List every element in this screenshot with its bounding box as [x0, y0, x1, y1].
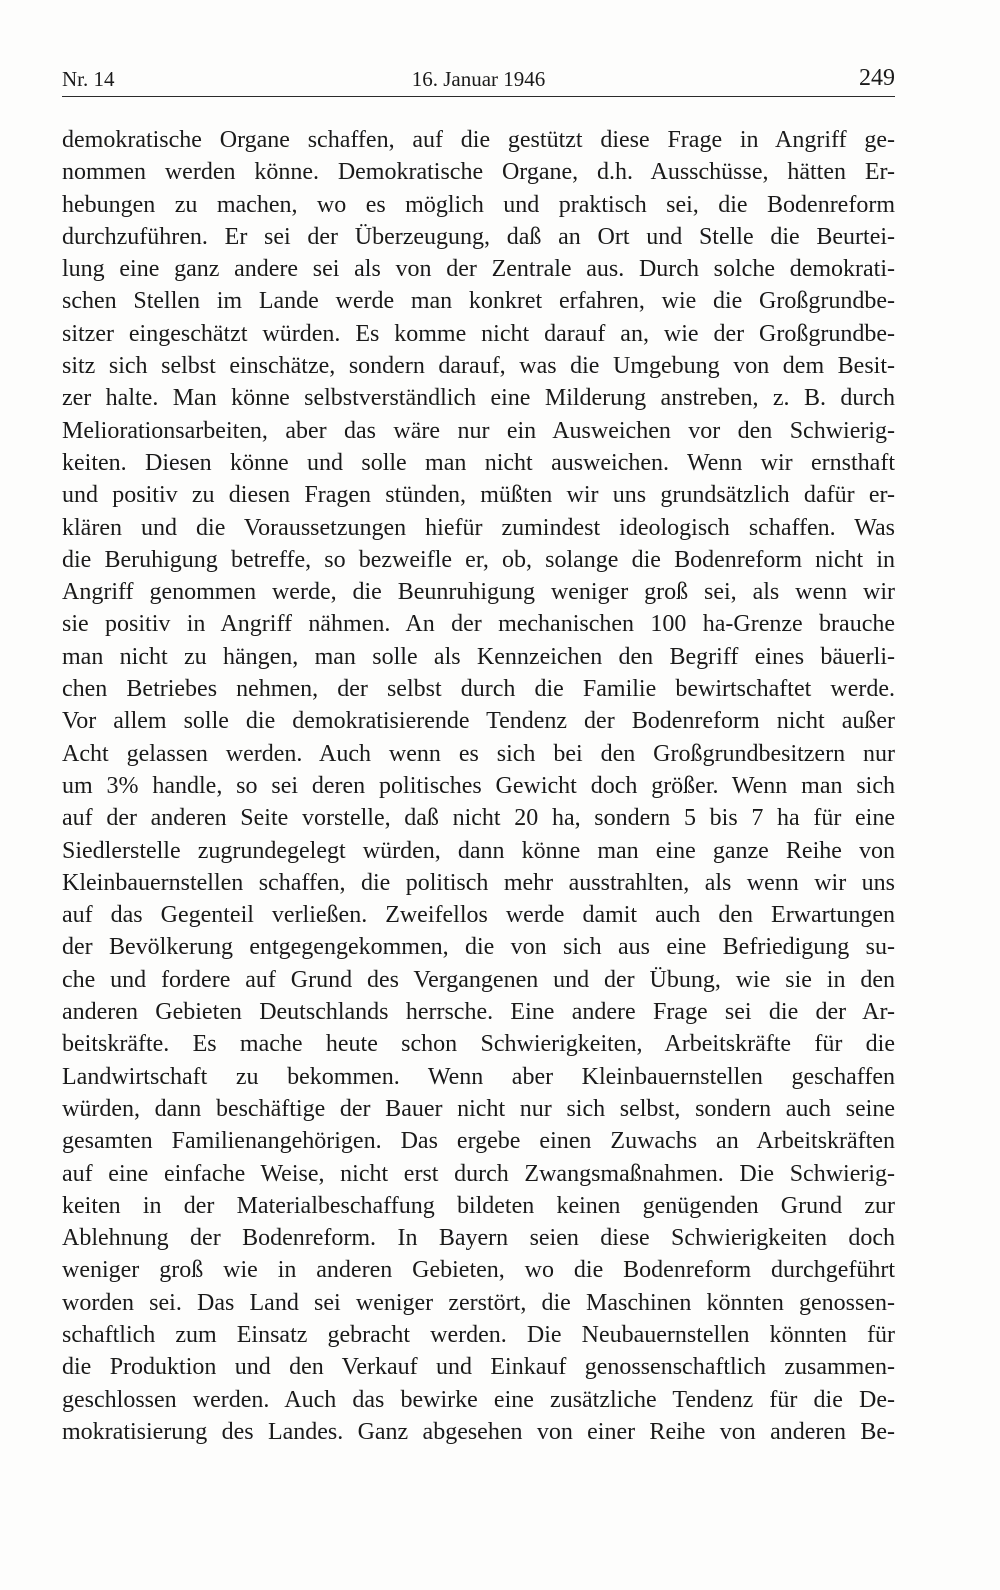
text-line: klären und die Voraussetzungen hiefür zumindest ideologisch schaffen. Was	[62, 514, 895, 541]
text-line: demokratische Organe schaffen, auf die gestützt diese Frage in Angriff ge-	[62, 127, 895, 153]
text-line: Vor allem solle die demokratisierende Tendenz der Bodenreform nicht außer	[62, 708, 895, 735]
text-line: man nicht zu hängen, man solle als Kennzeichen den Begriff eines bäuerli-	[62, 643, 895, 670]
text-line: nommen werden könne. Demokratische Organe, d.h. Ausschüsse, hätten Er-	[62, 159, 895, 186]
text-line: sitz sich selbst einschätze, sondern darauf, was die Umgebung von dem Besit-	[62, 353, 895, 380]
text-line: beitskräfte. Es mache heute schon Schwierigkeiten, Arbeitskräfte für die	[62, 1031, 895, 1058]
text-line: schen Stellen im Lande werde man konkret erfahren, wie die Großgrundbe-	[62, 288, 895, 315]
text-line: die Beruhigung betreffe, so bezweifle er, ob, solange die Bodenreform nicht in	[62, 546, 895, 573]
issue-date: 16. Januar 1946	[411, 67, 546, 91]
text-line: durchzuführen. Er sei der Überzeugung, daß an Ort und Stelle die Beurtei-	[62, 223, 895, 250]
text-line: Siedlerstelle zugrundegelegt würden, dann könne man eine ganze Reihe von	[62, 837, 895, 864]
text-line: auf eine einfache Weise, nicht erst durch Zwangsmaßnahmen. Die Schwierig-	[62, 1160, 895, 1187]
text-line: auf der anderen Seite vorstelle, daß nicht 20 ha, sondern 5 bis 7 ha für eine	[62, 805, 895, 832]
text-line: Landwirtschaft zu bekommen. Wenn aber Kleinbauernstellen geschaffen	[62, 1063, 895, 1090]
text-line: gesamten Familienangehörigen. Das ergebe einen Zuwachs an Arbeitskräften	[62, 1128, 895, 1155]
text-line: keiten in der Materialbeschaffung bildeten keinen genügenden Grund zur	[62, 1192, 895, 1219]
text-line: die Produktion und den Verkauf und Einkauf genossenschaftlich zusammen-	[62, 1354, 895, 1381]
text-line: sie positiv in Angriff nähmen. An der mechanischen 100 ha-Grenze brauche	[62, 611, 895, 638]
text-line: hebungen zu machen, wo es möglich und praktisch sei, die Bodenreform	[62, 191, 895, 218]
text-line: auf das Gegenteil verließen. Zweifellos werde damit auch den Erwartungen	[62, 902, 895, 929]
text-line: Angriff genommen werde, die Beunruhigung weniger groß sei, als wenn wir	[62, 579, 895, 606]
text-line: anderen Gebieten Deutschlands herrsche. Eine andere Frage sei die der Ar-	[62, 999, 895, 1026]
text-line: sitzer eingeschätzt würden. Es komme nicht darauf an, wie der Großgrundbe-	[62, 320, 895, 347]
text-line: geschlossen werden. Auch das bewirke eine zusätzliche Tendenz für die De-	[62, 1386, 895, 1413]
text-line: worden sei. Das Land sei weniger zerstört, die Maschinen könnten genossen-	[62, 1289, 895, 1316]
text-line: mokratisierung des Landes. Ganz abgesehen von einer Reihe von anderen Be-	[62, 1418, 895, 1445]
text-line: che und fordere auf Grund des Vergangenen und der Übung, wie sie in den	[62, 966, 895, 993]
text-line: weniger groß wie in anderen Gebieten, wo die Bodenreform durchgeführt	[62, 1257, 895, 1284]
text-line: um 3% handle, so sei deren politisches Gewicht doch größer. Wenn man sich	[62, 772, 895, 799]
text-line: Acht gelassen werden. Auch wenn es sich bei den Großgrundbesitzern nur	[62, 740, 895, 767]
body-text	[62, 124, 895, 1448]
text-line: und positiv zu diesen Fragen stünden, müßten wir uns grundsätzlich dafür er-	[62, 482, 895, 509]
text-line: zer halte. Man könne selbstverständlich eine Milderung anstreben, z. B. durch	[62, 385, 895, 412]
text-line: schaftlich zum Einsatz gebracht werden. Die Neubauernstellen könnten für	[62, 1321, 895, 1348]
page-number: 249	[859, 65, 895, 91]
issue-number: Nr. 14	[62, 67, 115, 91]
text-line: Kleinbauernstellen schaffen, die politisch mehr ausstrahlten, als wenn wir uns	[62, 869, 895, 896]
text-line: Ablehnung der Bodenreform. In Bayern seien diese Schwierigkeiten doch	[62, 1225, 895, 1252]
text-line: chen Betriebes nehmen, der selbst durch die Familie bewirtschaftet werde.	[62, 676, 895, 703]
running-header	[62, 64, 895, 97]
text-line: keiten. Diesen könne und solle man nicht ausweichen. Wenn wir ernsthaft	[62, 449, 895, 476]
text-line: würden, dann beschäftige der Bauer nicht nur sich selbst, sondern auch seine	[62, 1095, 895, 1122]
text-line: der Bevölkerung entgegengekommen, die von sich aus eine Befriedigung su-	[62, 934, 895, 961]
text-line: lung eine ganz andere sei als von der Zentrale aus. Durch solche demokrati-	[62, 256, 895, 283]
text-line: Meliorationsarbeiten, aber das wäre nur ein Ausweichen vor den Schwierig-	[62, 417, 895, 444]
